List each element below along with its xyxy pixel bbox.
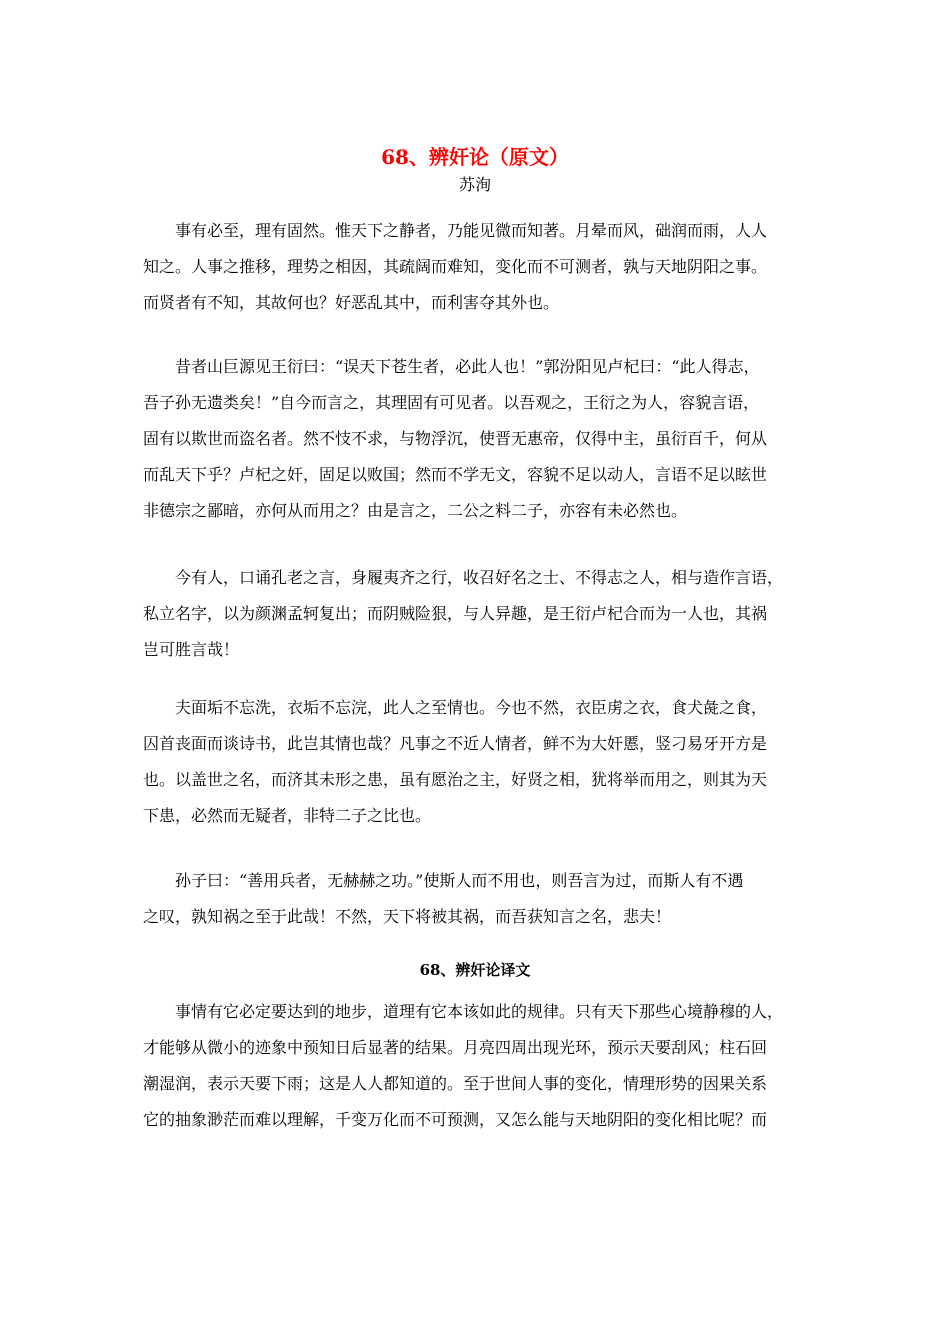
paragraph-line: 事有必至，理有固然。惟天下之静者，乃能见微而知著。月晕而风，础润而雨，人人 [175,221,768,240]
paragraph-line: 非德宗之鄙暗，亦何从而用之？由是言之，二公之料二子，亦容有未必然也。 [143,501,688,520]
translation-paragraph [143,994,811,1138]
paragraph-line: 事情有它必定要达到的地步，道理有它本该如此的规律。只有天下那些心境静穆的人， [175,1002,784,1021]
paragraph-line: 岂可胜言哉！ [143,640,240,659]
paragraph-line: 而贤者有不知，其故何也？好恶乱其中，而利害夺其外也。 [143,293,560,312]
paragraph-line: 私立名字，以为颜渊孟轲复出；而阴贼险狠，与人异趣，是王衍卢杞合而为一人也，其祸 [143,604,768,623]
paragraph-line: 今有人，口诵孔老之言，身履夷齐之行，收召好名之士、不得志之人，相与造作言语， [175,568,784,587]
paragraph-line: 孙子曰：“善用兵者，无赫赫之功。”使斯人而不用也，则吾言为过，而斯人有不遇 [175,871,744,890]
paragraph-line: 也。以盖世之名，而济其未形之患，虽有愿治之主，好贤之相，犹将举而用之，则其为天 [143,770,768,789]
document-title: 68、辨奸论（原文） [381,145,569,169]
paragraph-line: 才能够从微小的迹象中预知日后显著的结果。月亮四周出现光环，预示天要刮风；柱石回 [143,1038,768,1057]
paragraph-line: 知之。人事之推移，理势之相因，其疏阔而难知，变化而不可测者，孰与天地阴阳之事。 [143,257,768,276]
paragraph-2 [143,349,811,529]
paragraph-5 [143,863,811,935]
paragraph-line: 昔者山巨源见王衍曰：“误天下苍生者，必此人也！”郭汾阳见卢杞曰：“此人得志， [175,357,760,376]
paragraph-line: 之叹，孰知祸之至于此哉！不然，天下将被其祸，而吾获知言之名，悲夫！ [143,907,672,926]
paragraph-3 [143,560,811,668]
paragraph-1 [143,213,811,321]
paragraph-line: 它的抽象渺茫而难以理解，千变万化而不可预测，又怎么能与天地阴阳的变化相比呢？而 [143,1110,768,1129]
paragraph-line: 而乱天下乎？卢杞之奸，固足以败国；然而不学无文，容貌不足以动人，言语不足以眩世 [143,465,768,484]
paragraph-line: 潮湿润，表示天要下雨；这是人人都知道的。至于世间人事的变化，情理形势的因果关系 [143,1074,768,1093]
paragraph-line: 夫面垢不忘洗，衣垢不忘浣，此人之至情也。今也不然，衣臣虏之衣，食犬彘之食， [175,698,768,717]
translation-title: 68、辨奸论译文 [419,961,531,979]
paragraph-line: 囚首丧面而谈诗书，此岂其情也哉？凡事之不近人情者，鲜不为大奸慝，竖刁易牙开方是 [143,734,768,753]
paragraph-line: 固有以欺世而盗名者。然不忮不求，与物浮沉，使晋无惠帝，仅得中主，虽衍百千，何从 [143,429,768,448]
paragraph-4 [143,690,811,834]
paragraph-line: 下患，必然而无疑者，非特二子之比也。 [143,806,432,825]
paragraph-line: 吾子孙无遗类矣！”自今而言之，其理固有可见者。以吾观之，王衍之为人，容貌言语， [143,393,760,412]
document-author: 苏洵 [458,175,491,194]
